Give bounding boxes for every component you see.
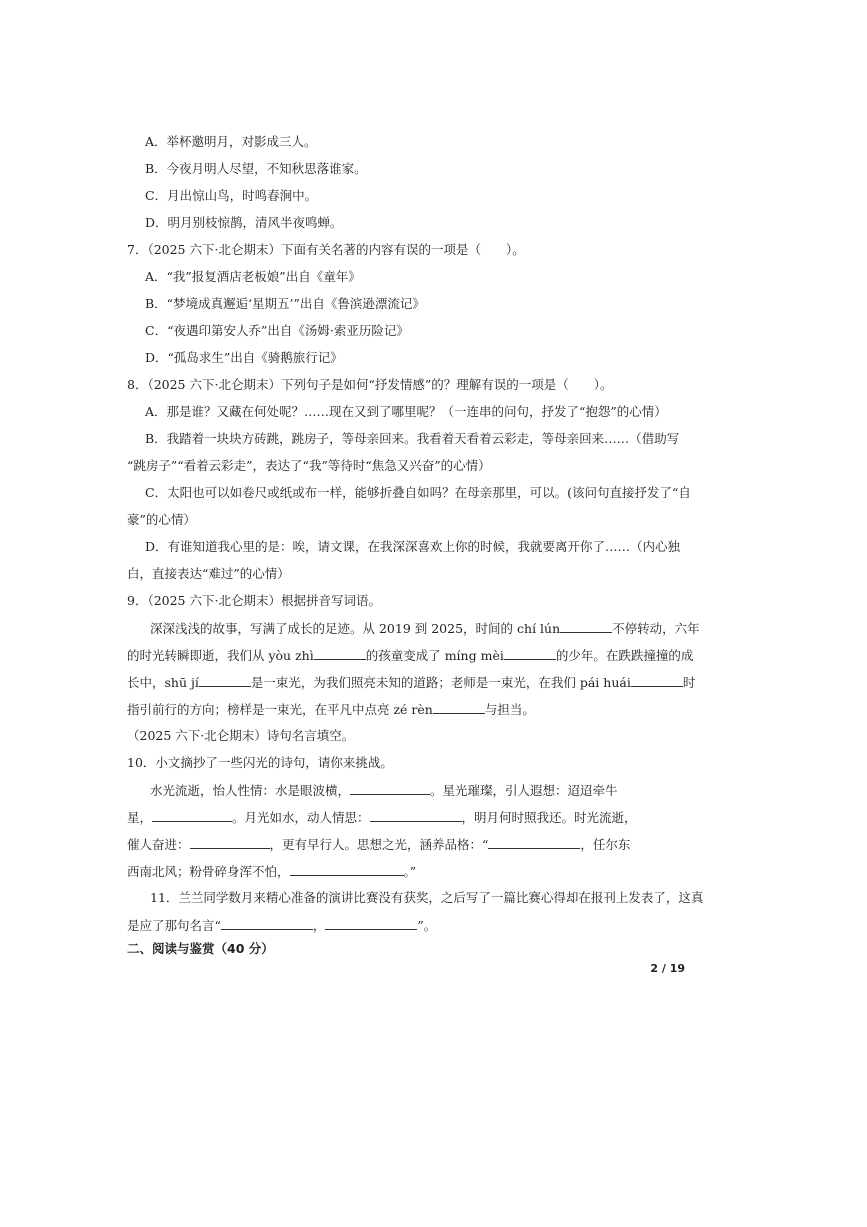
q8-stem: 8．（2025 六下·北仑期末）下列句子是如何“抒发情感”的？理解有误的一项是（ ）。 (127, 377, 613, 392)
q9-line-2 (127, 646, 693, 665)
q9-text: 指引前行的方向；榜样是一束光，在平凡中点亮 zé rèn (127, 702, 433, 717)
q7-option-c: C．“夜遇印第安人乔”出自《汤姆·索亚历险记》 (145, 323, 409, 338)
q9-text: 是一束光，为我们照亮未知的道路；老师是一束光，在我们 pái huái (250, 675, 631, 690)
q10-text: 西南北风；粉骨碎身浑不怕， (127, 864, 290, 879)
q10-text: 星， (127, 810, 153, 825)
q7-option-d: D．“孤岛求生”出自《骑鹅旅行记》 (145, 350, 343, 365)
page-number: 2 / 19 (650, 962, 685, 975)
q7-option-a: A．“我”报复酒店老板娘”出自《童年》 (145, 269, 361, 284)
answer-blank[interactable] (152, 808, 232, 822)
q8-option-c-line2: 豪”的心情） (127, 512, 196, 527)
q10-text: ，更有早行人。思想之光，涵养品格：“ (269, 837, 489, 852)
q9-text: 深深浅浅的故事，写满了成长的足迹。从 2019 到 2025，时间的 chí lún (150, 621, 561, 636)
q8-option-b-line1: B．我踏着一块块方砖跳，跳房子，等母亲回来。我看着天看着云彩走，等母亲回来……（借助写 (145, 431, 680, 446)
q8-option-c-line1: C．太阳也可以如卷尺或纸或布一样，能够折叠自如吗？在母亲那里，可以。(该问句直接抒发了“自 (145, 485, 691, 500)
q6-option-d: D．明月别枝惊鹊，清风半夜鸣蝉。 (145, 215, 343, 230)
q8-option-d-line1: D．有谁知道我心里的是：唉，请文课，在我深深喜欢上你的时候，我就要离开你了……（内心独 (145, 539, 681, 554)
q9-text: 的时光转瞬即逝，我们从 yòu zhì (127, 648, 314, 663)
answer-blank[interactable] (488, 835, 580, 849)
section-heading: 二、阅读与鉴赏（40 分） (127, 941, 274, 956)
answer-blank[interactable] (290, 862, 404, 876)
answer-blank[interactable] (504, 646, 556, 660)
answer-blank[interactable] (631, 673, 683, 687)
q8-option-a: A．那是谁？又藏在何处呢？……现在又到了哪里呢？（一连串的问句，抒发了“抱怨”的心情） (145, 404, 667, 419)
q6-option-c: C．月出惊山鸟，时鸣春涧中。 (145, 188, 318, 203)
answer-blank[interactable] (325, 916, 417, 930)
q10-text: 。星光璀璨，引人遐想：迢迢牵牛 (430, 783, 618, 798)
q10-intro: （2025 六下·北仑期末）诗句名言填空。 (127, 728, 355, 743)
answer-blank[interactable] (350, 781, 430, 795)
q9-text: 时 (682, 675, 696, 690)
q11-text: ”。 (417, 918, 437, 933)
answer-blank[interactable] (190, 835, 270, 849)
answer-blank[interactable] (199, 673, 251, 687)
q10-text: ，任尔东 (580, 837, 631, 852)
q11-text: ， (312, 918, 326, 933)
q7-stem: 7．（2025 六下·北仑期末）下面有关名著的内容有误的一项是（ ）。 (127, 242, 525, 257)
q10-text: 水光流逝，怡人性情：水是眼波横， (150, 783, 351, 798)
answer-blank[interactable] (370, 808, 462, 822)
q9-text: 长中，shū jí (127, 675, 199, 690)
q10-line-3 (127, 835, 630, 854)
q9-line-3 (127, 673, 695, 692)
answer-blank[interactable] (433, 700, 485, 714)
q10-text: 催人奋进： (127, 837, 190, 852)
q10-text: 。” (403, 864, 417, 879)
q9-text: 与担当。 (484, 702, 535, 717)
q9-text: 的孩童变成了 míng mèi (365, 648, 504, 663)
q10-line-1 (150, 781, 618, 800)
q9-text: 的少年。在跌跌撞撞的成 (555, 648, 694, 663)
q11-line-1: 11．兰兰同学数月来精心准备的演讲比赛没有获奖，之后写了一篇比赛心得却在报刊上发表了，这真 (150, 890, 704, 905)
q6-option-b: B．今夜月明人尽望，不知秋思落谁家。 (145, 161, 367, 176)
q9-stem: 9．（2025 六下·北仑期末）根据拼音写词语。 (127, 593, 381, 608)
q9-line-1 (150, 619, 700, 638)
q9-line-4 (127, 700, 535, 719)
q9-text: 不停转动，六年 (612, 621, 700, 636)
q8-option-d-line2: 白，直接表达“难过”的心情） (127, 566, 290, 581)
answer-blank[interactable] (560, 619, 612, 633)
q11-line-2 (127, 916, 436, 935)
answer-blank[interactable] (314, 646, 366, 660)
q10-line-4 (127, 862, 416, 881)
q6-option-a: A．举杯邀明月，对影成三人。 (145, 134, 317, 149)
q8-option-b-line2: “跳房子”“看着云彩走”，表达了“我”等待时“焦急又兴奋”的心情） (127, 458, 491, 473)
answer-blank[interactable] (221, 916, 313, 930)
q10-text: ，明月何时照我还。时光流逝， (461, 810, 637, 825)
q11-text: 是应了那句名言“ (127, 918, 221, 933)
q7-option-b: B．“梦境成真邂逅‘星期五’”出自《鲁滨逊漂流记》 (145, 296, 425, 311)
q10-stem: 10．小文摘抄了一些闪光的诗句，请你来挑战。 (127, 755, 393, 770)
q10-line-2 (127, 808, 637, 827)
q10-text: 。月光如水，动人情思： (232, 810, 370, 825)
